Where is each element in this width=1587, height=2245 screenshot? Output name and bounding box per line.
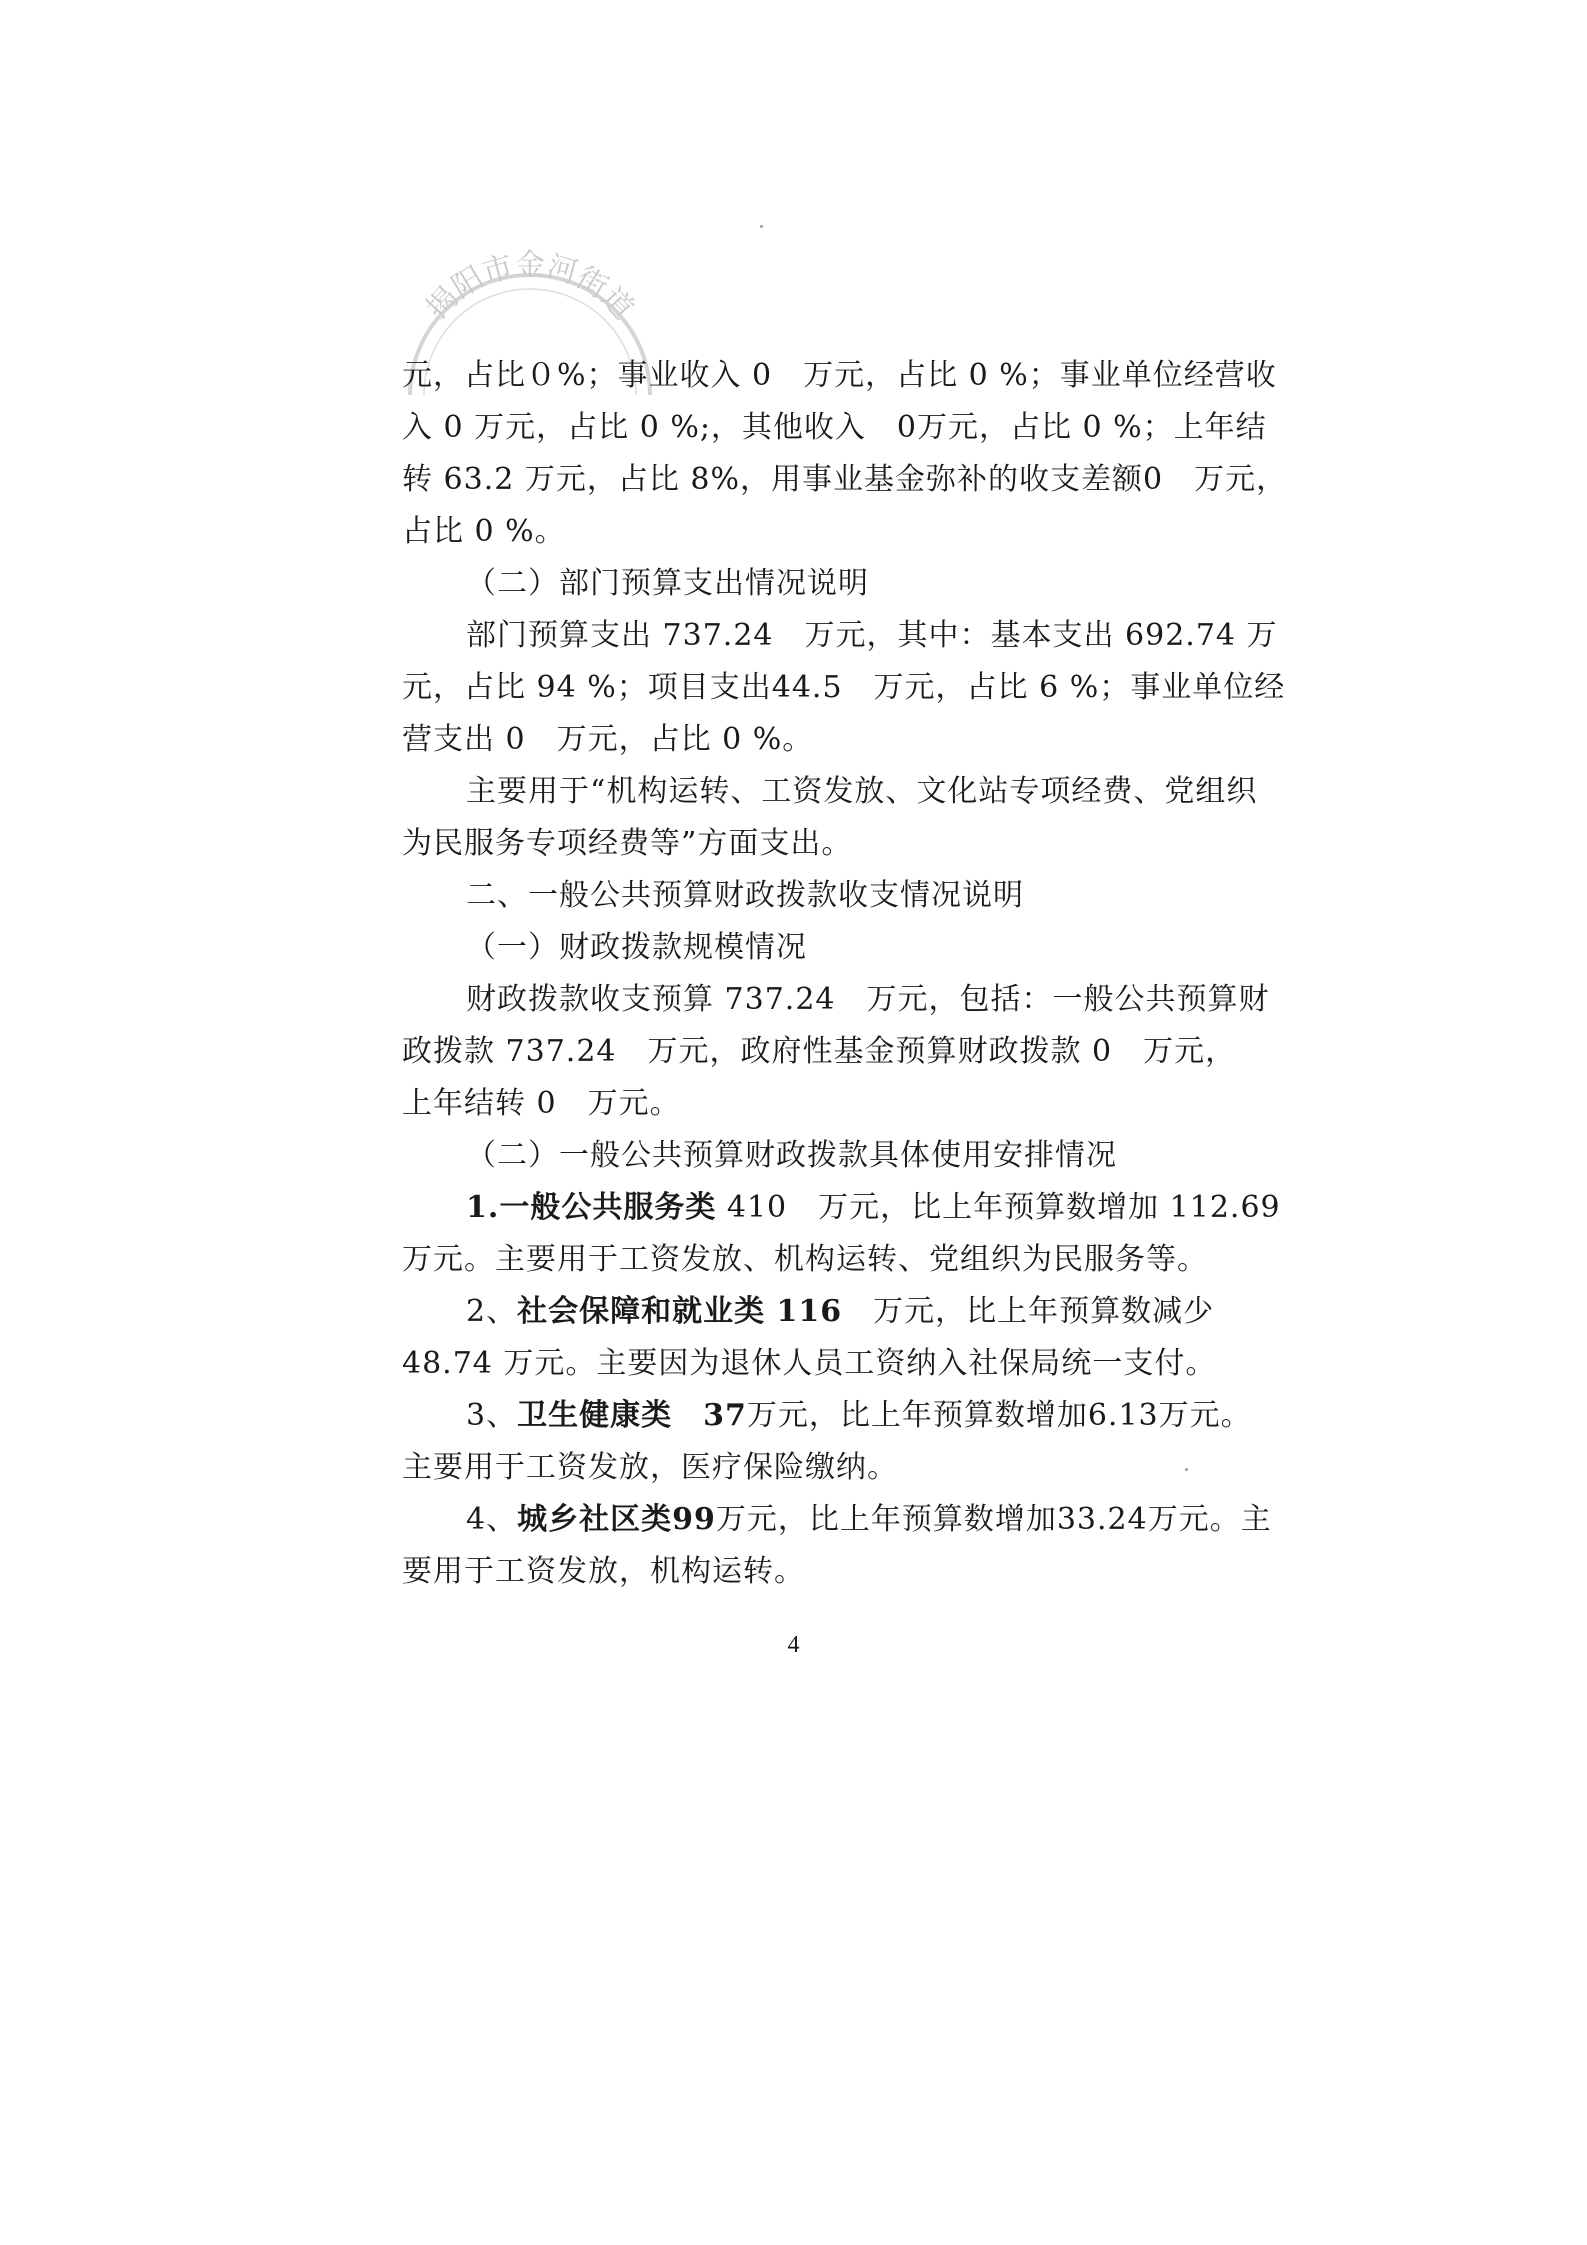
budget-item-label: 社会保障和就业类 116 — [517, 1294, 843, 1329]
budget-item-text: 410 万元，比上年预算数增加 112.69 — [716, 1190, 1281, 1225]
body-text-line: 元，占比 94 %；项目支出44.5 万元，占比 6 %；事业单位经 — [402, 670, 1286, 705]
budget-item-label: 1.一般公共服务类 — [466, 1190, 717, 1225]
budget-item-text: 万元，比上年预算数减少 — [842, 1294, 1215, 1329]
body-text-line: 占比 0 %。 — [402, 514, 566, 549]
body-text-line: 要用于工资发放，机构运转。 — [402, 1554, 805, 1589]
section-heading: 二、一般公共预算财政拨款收支情况说明 — [466, 878, 1024, 913]
body-text-line: 为民服务专项经费等”方面支出。 — [402, 826, 853, 861]
budget-item-text: 万元，比上年预算数增加6.13万元。 — [746, 1398, 1252, 1433]
body-text-line: 转 63.2 万元，占比 8%，用事业基金弥补的收支差额0 万元， — [402, 462, 1288, 497]
body-text-line: 主要用于工资发放，医疗保险缴纳。 — [402, 1450, 898, 1485]
budget-item-label: 卫生健康类 37 — [517, 1398, 747, 1433]
body-text-line: 主要用于“机构运转、工资发放、文化站专项经费、党组织 — [466, 774, 1258, 809]
budget-item-prefix: 3、 — [466, 1398, 518, 1433]
budget-item-line — [402, 1494, 1272, 1546]
body-text-line: 48.74 万元。主要因为退休人员工资纳入社保局统一支付。 — [402, 1346, 1217, 1381]
budget-item-text: 万元，比上年预算数增加33.24万元。主 — [715, 1502, 1272, 1537]
budget-item-line — [402, 1182, 1281, 1234]
budget-item-prefix: 4、 — [466, 1502, 518, 1537]
body-text-line: 上年结转 0 万元。 — [402, 1086, 681, 1121]
subsection-heading: （一）财政拨款规模情况 — [466, 930, 807, 965]
budget-item-line — [402, 1286, 1232, 1338]
scan-speck — [760, 225, 763, 228]
budget-item-prefix: 2、 — [466, 1294, 518, 1329]
document-body — [402, 350, 1288, 1598]
body-text-line: 入 0 万元，占比 0 %;，其他收入 0万元，占比 0 %；上年结 — [402, 410, 1267, 445]
budget-item-line — [402, 1390, 1252, 1442]
body-text-line: 营支出 0 万元，占比 0 %。 — [402, 722, 814, 757]
body-text-line: 部门预算支出 737.24 万元，其中：基本支出 692.74 万 — [466, 618, 1278, 653]
body-text-line: 元，占比０%；事业收入 0 万元，占比 0 %；事业单位经营收 — [402, 358, 1277, 393]
body-text-line: 政拨款 737.24 万元，政府性基金预算财政拨款 0 万元， — [402, 1034, 1237, 1069]
svg-text:揭阳市金河街道: 揭阳市金河街道 — [419, 248, 641, 327]
subsection-heading: （二）一般公共预算财政拨款具体使用安排情况 — [466, 1138, 1117, 1173]
body-text-line: 财政拨款收支预算 737.24 万元，包括：一般公共预算财 — [466, 982, 1270, 1017]
budget-item-label: 城乡社区类99 — [517, 1502, 716, 1537]
body-text-line: 万元。主要用于工资发放、机构运转、党组织为民服务等。 — [402, 1242, 1208, 1277]
subsection-heading: （二）部门预算支出情况说明 — [466, 566, 869, 601]
page-number: 4 — [787, 1632, 800, 1658]
